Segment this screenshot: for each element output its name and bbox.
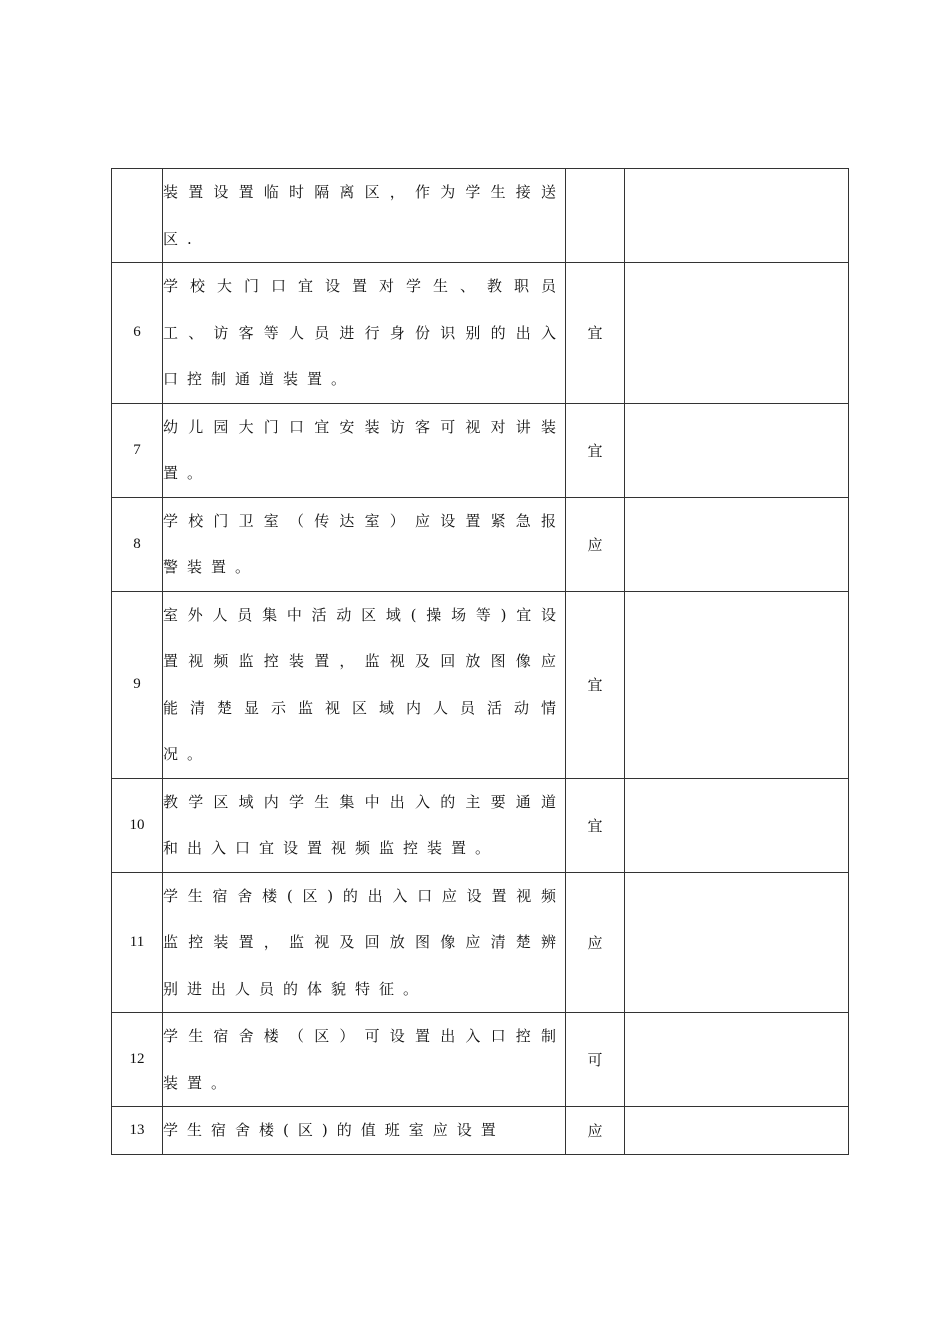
requirement-level: 宜: [566, 403, 625, 497]
requirement-text: 幼儿园大门口宜安装访客可视对讲装置。: [163, 403, 566, 497]
table-row: [112, 497, 849, 591]
remark-cell: [625, 591, 849, 778]
requirement-text: 学生宿舍楼(区)的出入口应设置视频监控装置，监视及回放图像应清楚辨别进出人员的体貌特征。: [163, 872, 566, 1013]
requirement-level: 宜: [566, 263, 625, 404]
row-number: [112, 169, 163, 263]
table-row: [112, 872, 849, 1013]
remark-cell: [625, 263, 849, 404]
requirement-level: 应: [566, 497, 625, 591]
row-number: 8: [112, 497, 163, 591]
requirement-level: 宜: [566, 778, 625, 872]
table-row: [112, 263, 849, 404]
requirements-table: [111, 168, 849, 1155]
requirement-text: 教学区域内学生集中出入的主要通道和出入口宜设置视频监控装置。: [163, 778, 566, 872]
table-row: [112, 1013, 849, 1107]
table-row: [112, 778, 849, 872]
table-row: [112, 403, 849, 497]
row-number: 11: [112, 872, 163, 1013]
remark-cell: [625, 778, 849, 872]
row-number: 6: [112, 263, 163, 404]
requirement-level: 应: [566, 872, 625, 1013]
remark-cell: [625, 403, 849, 497]
row-number: 7: [112, 403, 163, 497]
row-number: 10: [112, 778, 163, 872]
table-row: [112, 169, 849, 263]
table-row: [112, 591, 849, 778]
remark-cell: [625, 1107, 849, 1155]
row-number: 9: [112, 591, 163, 778]
row-number: 12: [112, 1013, 163, 1107]
row-number: 13: [112, 1107, 163, 1155]
requirement-text: 装置设置临时隔离区，作为学生接送区.: [163, 169, 566, 263]
requirement-text: 学校大门口宜设置对学生、教职员工、访客等人员进行身份识别的出入口控制通道装置。: [163, 263, 566, 404]
remark-cell: [625, 497, 849, 591]
requirement-text: 学生宿舍楼(区)的值班室应设置: [163, 1107, 566, 1155]
requirement-level: 宜: [566, 591, 625, 778]
remark-cell: [625, 1013, 849, 1107]
requirement-text: 学生宿舍楼（区）可设置出入口控制装置。: [163, 1013, 566, 1107]
requirement-text: 学校门卫室（传达室）应设置紧急报警装置。: [163, 497, 566, 591]
requirement-level: [566, 169, 625, 263]
requirement-level: 可: [566, 1013, 625, 1107]
remark-cell: [625, 169, 849, 263]
requirement-text: 室外人员集中活动区域(操场等)宜设置视频监控装置，监视及回放图像应能清楚显示监视区域内人员活动情况。: [163, 591, 566, 778]
requirement-level: 应: [566, 1107, 625, 1155]
remark-cell: [625, 872, 849, 1013]
table-row: [112, 1107, 849, 1155]
